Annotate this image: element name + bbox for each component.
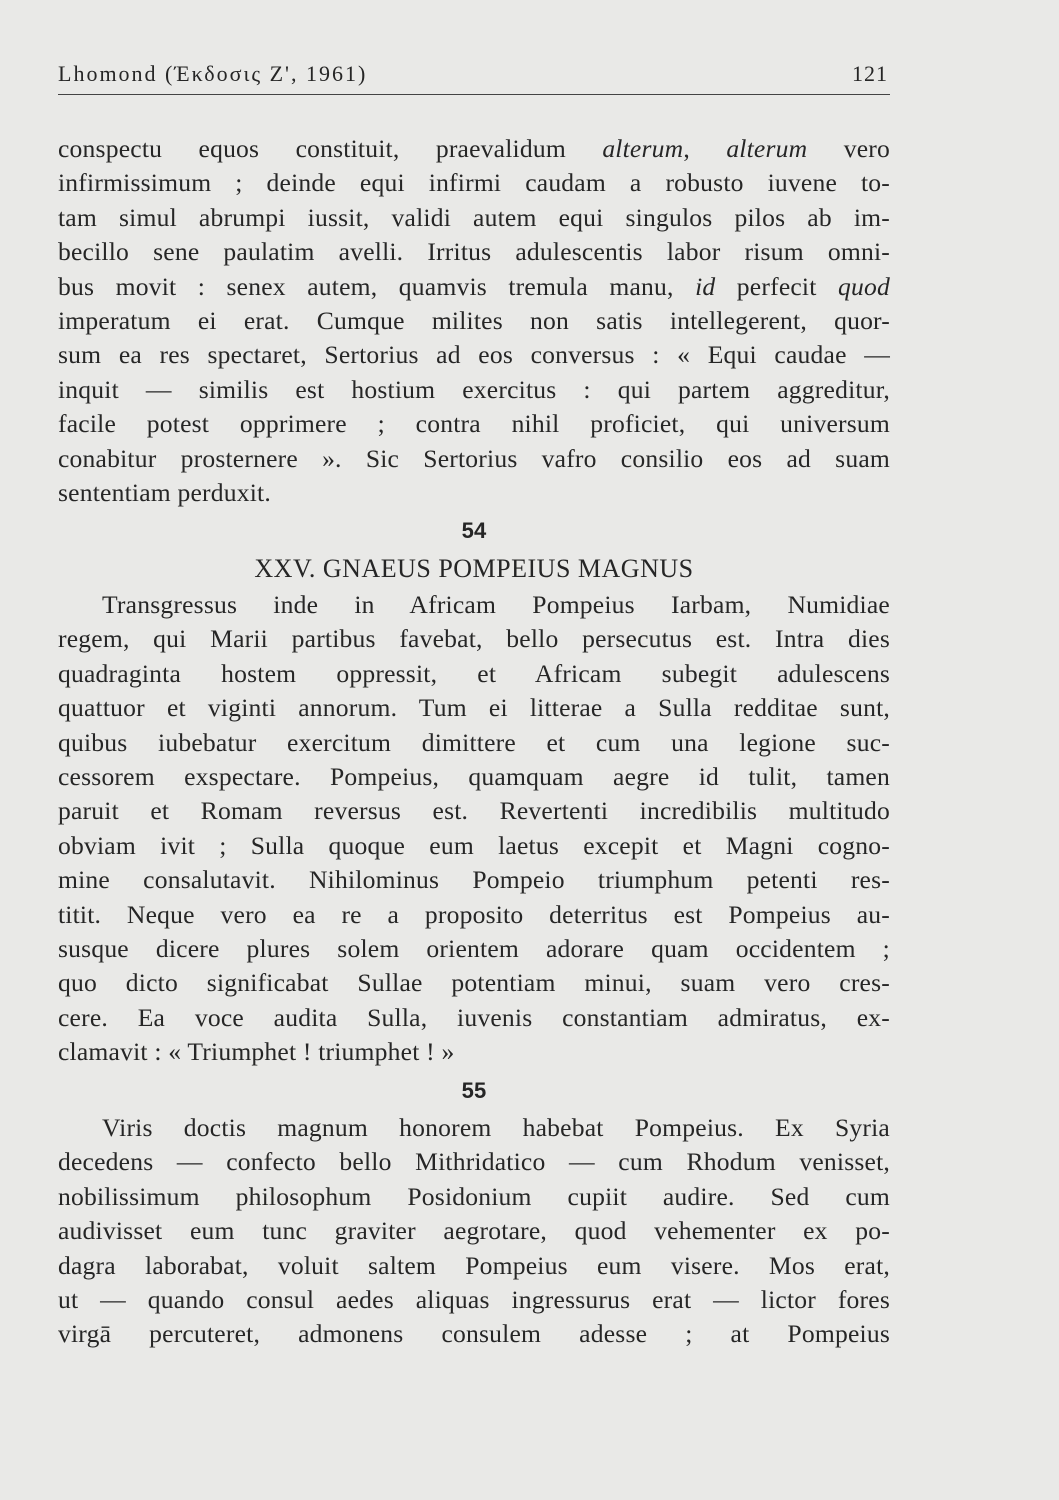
- paragraph-55: [58, 1111, 890, 1352]
- section-number-54: 54: [461, 518, 487, 544]
- text-line: facile potest opprimere ; contra nihil proficiet, qui universum: [58, 409, 890, 439]
- paragraph-continuation: [58, 132, 890, 510]
- text-line: infirmissimum ; deinde equi infirmi caudam a robusto iuvene to-: [58, 168, 890, 198]
- text-line: paruit et Romam reversus est. Revertenti incredibilis multitudo: [58, 796, 890, 826]
- text-line: virgā percuteret, admonens consulem adesse ; at Pompeius: [58, 1319, 890, 1349]
- text-line: conspectu equos constituit, praevalidum alterum, alterum vero: [58, 134, 890, 163]
- text-line: tam simul abrumpi iussit, validi autem equi singulos pilos ab im-: [58, 202, 890, 232]
- text-line: titit. Neque vero ea re a proposito deterritus est Pompeius au-: [58, 899, 890, 929]
- text-line: decedens — confecto bello Mithridatico — cum Rhodum venisset,: [58, 1147, 890, 1177]
- text-line: obviam ivit ; Sulla quoque eum laetus excepit et Magni cogno-: [58, 830, 890, 860]
- text-line: inquit — similis est hostium exercitus : qui partem aggreditur,: [58, 374, 890, 404]
- text-line: quo dicto significabat Sullae potentiam minui, suam vero cres-: [58, 968, 890, 998]
- text-line: conabitur prosternere ». Sic Sertorius vafro consilio eos ad suam: [58, 443, 890, 473]
- text-line: audivisset eum tunc graviter aegrotare, quod vehementer ex po-: [58, 1216, 890, 1246]
- text-line: mine consalutavit. Nihilominus Pompeio triumphum petenti res-: [58, 865, 890, 895]
- text-line: bus movit : senex autem, quamvis tremula manu, id perfecit quod: [58, 271, 890, 301]
- text-line: ut — quando consul aedes aliquas ingressurus erat — lictor fores: [58, 1284, 890, 1314]
- body-text: [58, 132, 890, 1352]
- text-line: quibus iubebatur exercitum dimittere et cum una legione suc-: [58, 727, 890, 757]
- text-line: Viris doctis magnum honorem habebat Pompeius. Ex Syria: [102, 1112, 890, 1142]
- text-line: cessorem exspectare. Pompeius, quamquam aegre id tulit, tamen: [58, 762, 890, 792]
- chapter-heading: XXV. GNAEUS POMPEIUS MAGNUS: [254, 553, 694, 583]
- text-line: quadraginta hostem oppressit, et Africam subegit adulescens: [58, 658, 890, 688]
- running-head-title: Lhomond (Έκδοσις Ζ', 1961): [58, 61, 368, 86]
- text-line: imperatum ei erat. Cumque milites non satis intellegerent, quor-: [58, 305, 890, 335]
- page-number: 121: [852, 61, 888, 86]
- text-line: Transgressus inde in Africam Pompeius Iarbam, Numidiae: [102, 590, 890, 620]
- text-line: regem, qui Marii partibus favebat, bello persecutus est. Intra dies: [58, 624, 890, 654]
- text-line: dagra laborabat, voluit saltem Pompeius eum visere. Mos erat,: [58, 1250, 890, 1280]
- section-number-55: 55: [461, 1077, 487, 1103]
- text-line: quattuor et viginti annorum. Tum ei litterae a Sulla redditae sunt,: [58, 693, 890, 723]
- text-line: clamavit : « Triumphet ! triumphet ! »: [58, 1037, 455, 1067]
- text-line: susque dicere plures solem orientem adorare quam occidentem ;: [58, 933, 890, 963]
- text-line: becillo sene paulatim avelli. Irritus adulescentis labor risum omni-: [58, 237, 890, 267]
- text-line: sententiam perduxit.: [58, 477, 271, 507]
- text-line: nobilissimum philosophum Posidonium cupiit audire. Sed cum: [58, 1181, 890, 1211]
- running-head: [58, 60, 890, 95]
- text-line: sum ea res spectaret, Sertorius ad eos conversus : « Equi caudae —: [58, 340, 890, 370]
- paragraph-54: [58, 588, 890, 1069]
- text-line: cere. Ea voce audita Sulla, iuvenis constantiam admiratus, ex-: [58, 1002, 890, 1032]
